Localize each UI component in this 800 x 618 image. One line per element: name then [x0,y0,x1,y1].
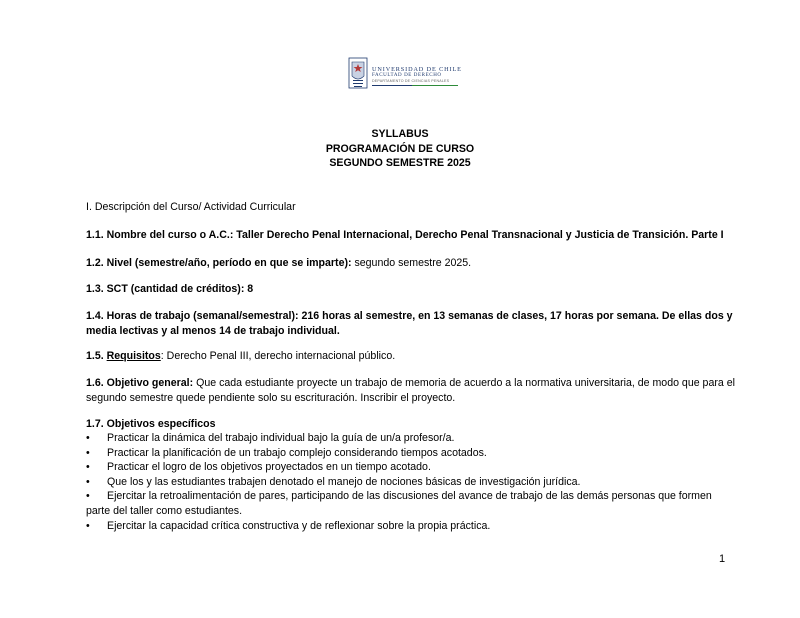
specific-objectives-heading: 1.7. Objetivos específicos [86,418,216,430]
list-item [86,519,736,534]
list-item-text: Practicar el logro de los objetivos proyectados en un tiempo acotado. [107,461,431,474]
list-item-text: Que los y las estudiantes trabajen denotado el manejo de nociones básicas de investigación jurídica. [107,475,581,488]
document-title: SYLLABUS [371,128,429,140]
university-logo [348,56,462,96]
course-sct: 1.3. SCT (cantidad de créditos): 8 [86,283,254,295]
list-item [86,431,736,446]
course-hours: 1.4. Horas de trabajo (semanal/semestral): 216 horas al semestre, en 13 semanas de clases, 17 horas por semana. De ellas dos y media lectivas y al menos 14 de trabajo individual. [86,310,733,337]
page-number: 1 [719,553,726,565]
bullet-icon: • [86,490,90,503]
bullet-icon: • [86,446,90,459]
requirements-label: Requisitos [106,350,161,362]
bullet-icon: • [86,475,90,488]
general-objective-value: Que cada estudiante proyecte un trabajo de memoria de acuerdo a la normativa universitaria, de modo que para el segundo semestre quede pendiente solo su escrituración. Inscribir el proyecto. [86,377,735,404]
list-item [86,446,736,461]
logo-department-name: DEPARTAMENTO DE CIENCIAS PENALES [372,79,450,83]
requirements-prefix: 1.5. [86,350,107,362]
university-seal-icon [348,56,368,92]
list-item-text: Practicar la dinámica del trabajo individual bajo la guía de un/a profesor/a. [107,432,455,444]
general-objective [86,376,736,405]
course-requirements [86,349,736,364]
bullet-icon: • [86,519,90,532]
document-subtitle: PROGRAMACIÓN DE CURSO [325,142,475,155]
list-item-text: Practicar la planificación de un trabajo complejo considerando tiempos acotados. [107,446,487,459]
document-semester: SEGUNDO SEMESTRE 2025 [329,157,471,169]
list-item [86,475,736,490]
course-level-value: segundo semestre 2025. [351,257,472,269]
bullet-icon: • [86,461,90,474]
list-item-text: Ejercitar la retroalimentación de pares, participando de las discusiones del avance de trabajo de las demás personas que formen parte del taller como estudiantes. [86,490,712,517]
document-title-block [0,127,800,171]
logo-university-name: UNIVERSIDAD DE CHILE [372,66,462,73]
logo-faculty-name: FACULTAD DE DERECHO [372,73,442,78]
course-level [86,256,736,271]
list-item [86,460,736,475]
list-item [86,489,736,518]
requirements-value: : Derecho Penal III, derecho internacional público. [160,350,396,362]
general-objective-label: 1.6. Objetivo general: [86,377,194,389]
list-item-text: Ejercitar la capacidad crítica constructiva y de reflexionar sobre la propia práctica. [107,519,491,532]
logo-rule [372,85,458,86]
course-name: 1.1. Nombre del curso o A.C.: Taller Derecho Penal Internacional, Derecho Penal Transnacional y Justicia de Transición. Parte I [86,229,724,241]
bullet-icon: • [86,432,90,444]
section-heading: I. Descripción del Curso/ Actividad Curricular [86,201,296,213]
course-level-label: 1.2. Nivel (semestre/año, período en que se imparte): [86,257,352,269]
